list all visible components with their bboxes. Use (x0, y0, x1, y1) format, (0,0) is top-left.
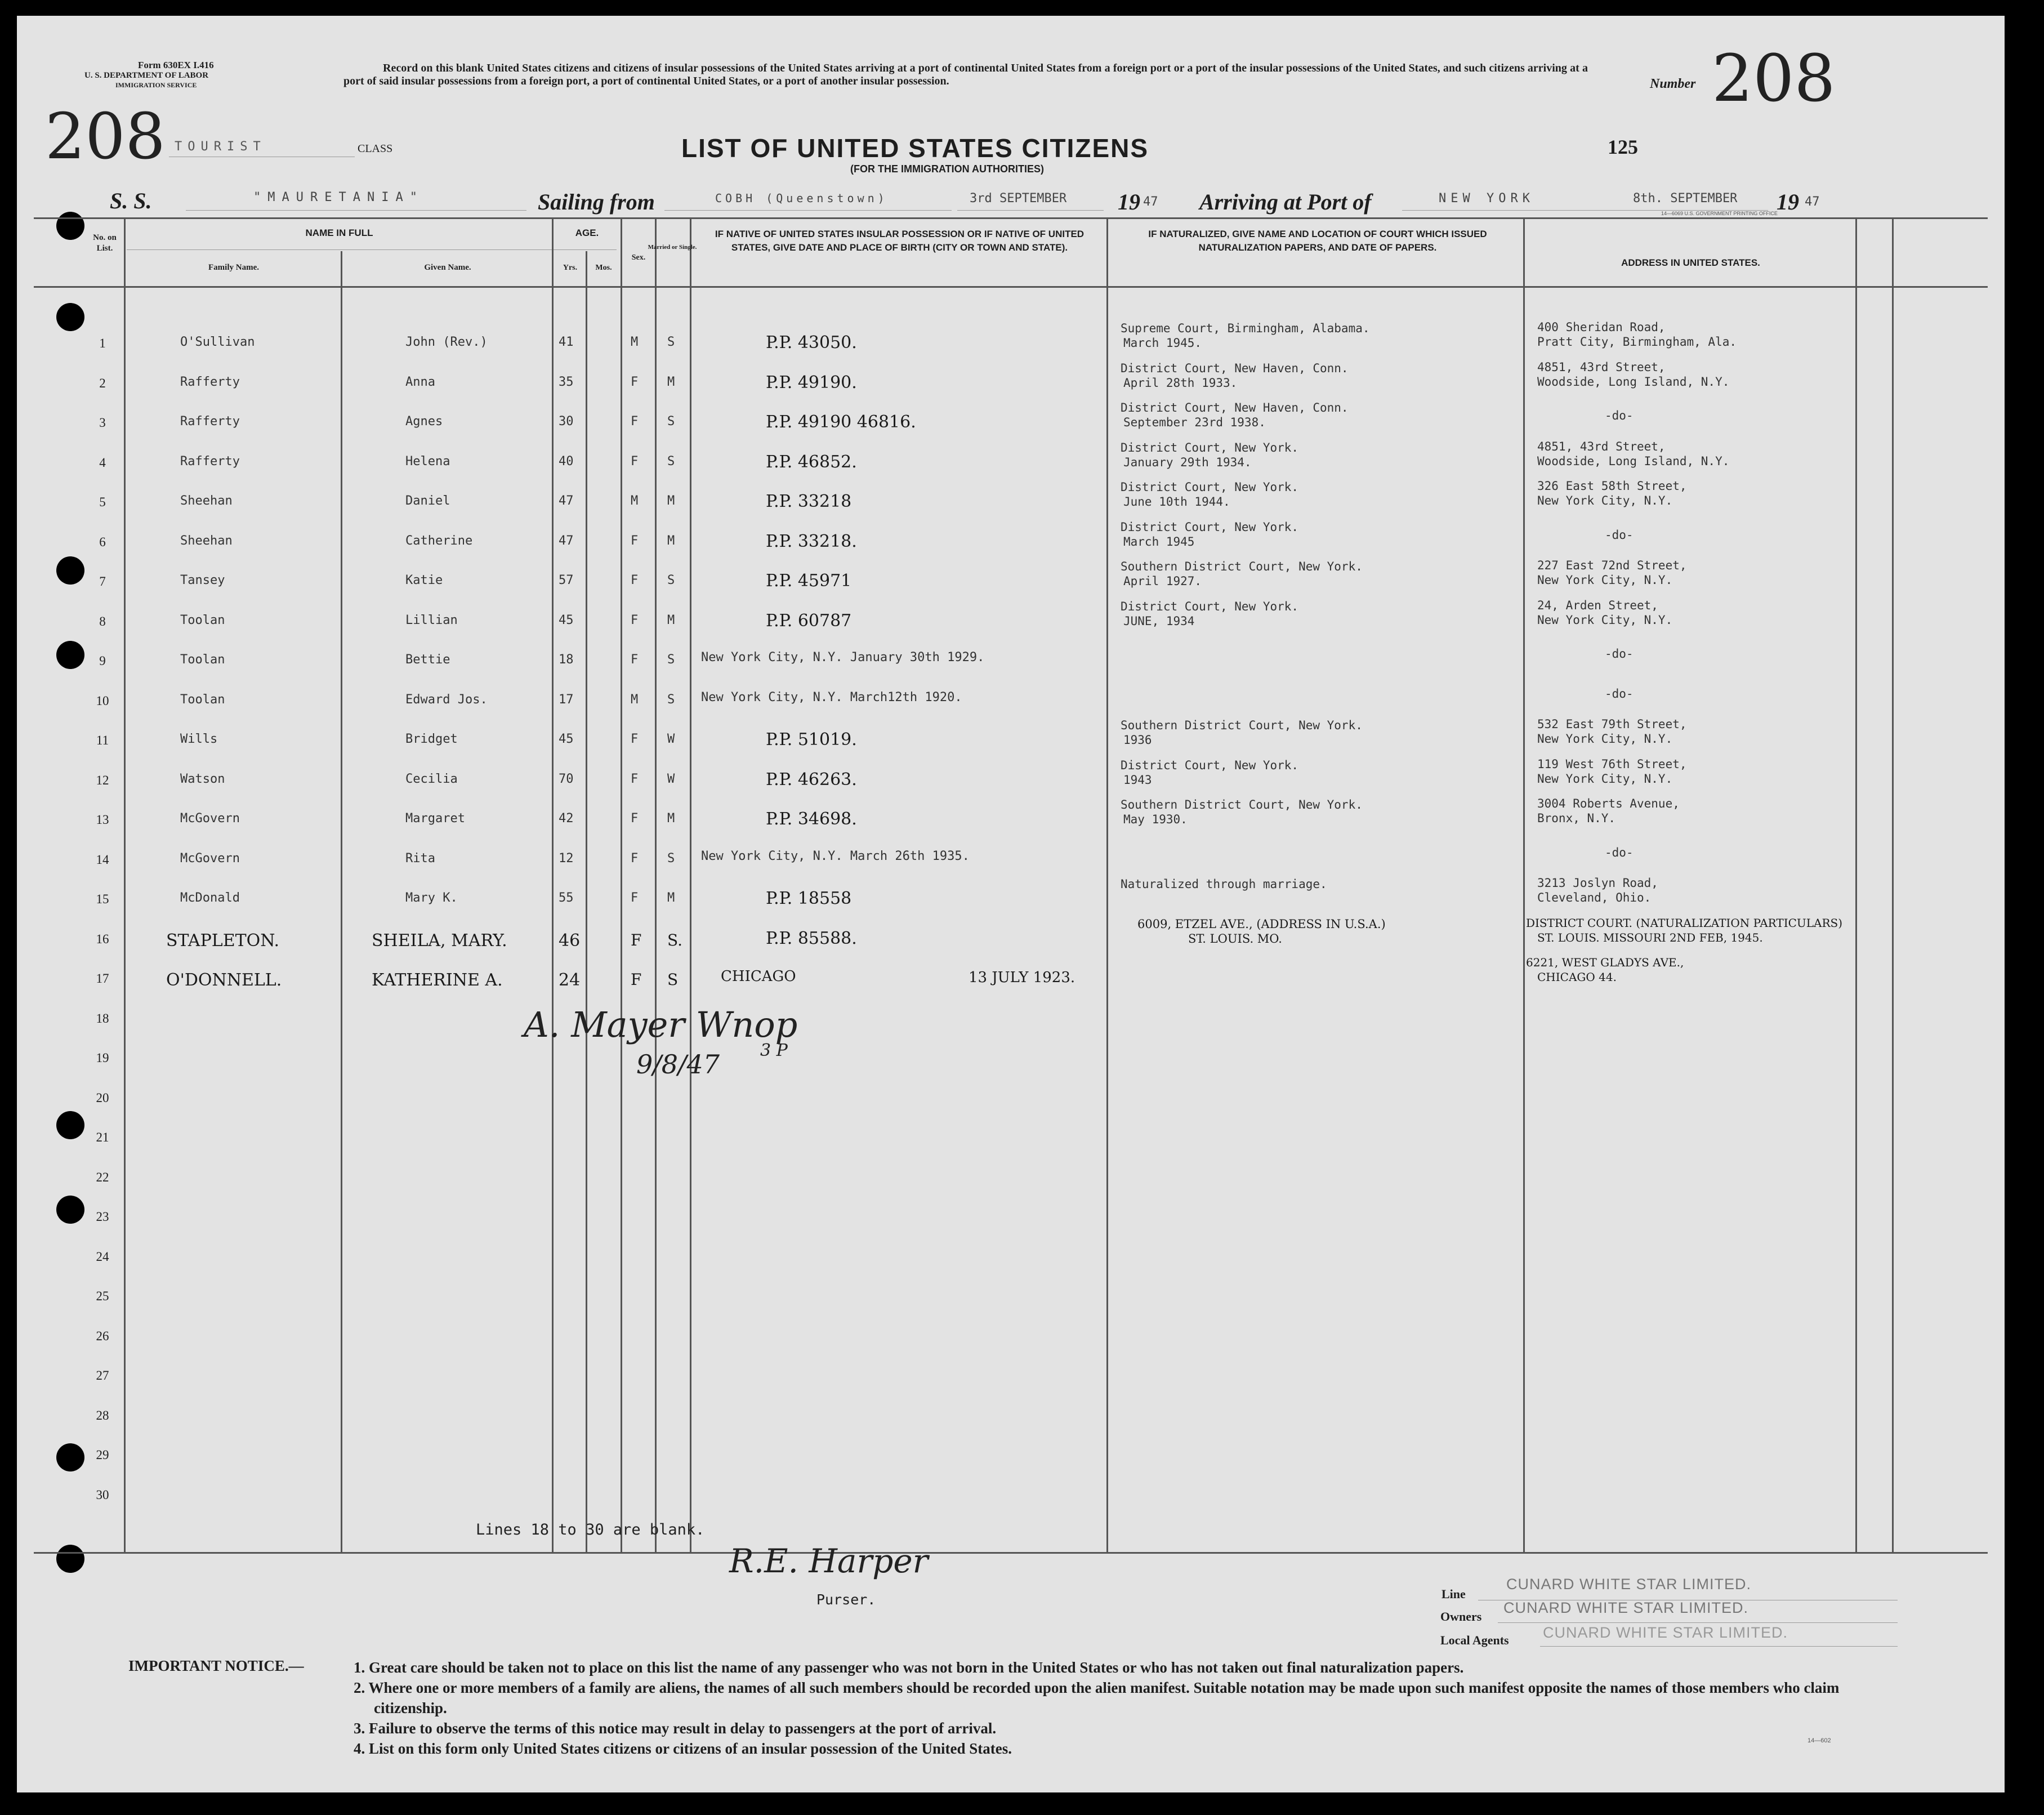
department: U. S. DEPARTMENT OF LABOR (84, 71, 209, 80)
birth-or-passport: P.P. 43050. (766, 333, 857, 353)
owners-label: Owners (1440, 1609, 1482, 1624)
blank-lines-note: Lines 18 to 30 are blank. (476, 1521, 705, 1538)
header-mos: Mos. (595, 264, 612, 272)
arriving-label: Arriving at Port of (1199, 189, 1372, 215)
given-name: Anna (405, 374, 435, 389)
purser-label: Purser. (816, 1591, 876, 1608)
us-address-line2: Cleveland, Ohio. (1537, 891, 1652, 904)
given-name: Rita (405, 851, 435, 866)
us-address: 532 East 79th Street, (1537, 717, 1687, 731)
naturalization-date: April 1927. (1123, 574, 1202, 588)
inspector-date: 9/8/47 (636, 1049, 720, 1080)
us-address-line2: New York City, N.Y. (1537, 494, 1673, 507)
family-name: Watson (180, 772, 225, 786)
sex: F (631, 414, 639, 429)
marital-status: S (667, 335, 675, 349)
marital-status: S (667, 851, 675, 866)
sex: F (631, 891, 639, 905)
naturalization-date: March 1945 (1123, 534, 1195, 548)
sex: F (631, 533, 639, 548)
punch-hole (56, 212, 84, 240)
marital-status: M (667, 613, 675, 627)
naturalization-date: June 10th 1944. (1123, 495, 1230, 509)
row-number: 14 (96, 852, 109, 867)
row-number: 10 (96, 693, 109, 708)
birth-or-passport: P.P. 46852. (766, 452, 857, 472)
marital-status: M (667, 374, 675, 389)
given-name: Bridget (405, 732, 458, 746)
row-number: 6 (99, 534, 106, 549)
given-name: Bettie (405, 653, 450, 667)
age-years: 42 (559, 811, 574, 826)
intro-text: Record on this blank United States citizens and citizens of insular possessions of the United States arriving at a port of continental United States from a foreign port or a port of the insular possessions of the United States, and such citizens arriving at a port of said insular possessions from a foreign port, a port of continental United States, or a port of another insular possession. (343, 62, 1588, 87)
us-address-line2: CHICAGO 44. (1537, 970, 1617, 984)
sex: F (631, 930, 642, 949)
sex: F (631, 573, 639, 587)
us-address: 227 East 72nd Street, (1537, 559, 1687, 572)
birth-or-passport: P.P. 46263. (766, 769, 857, 790)
marital-status: M (667, 811, 675, 826)
row-number: 26 (96, 1328, 109, 1343)
ship-name: "MAURETANIA" (253, 190, 424, 204)
header-no-on-list: No. on List. (93, 233, 117, 253)
marital-status: M (667, 494, 675, 508)
notice-item: 1. Great care should be taken not to place on this list the name of any passenger who was not born in the United States or who has not taken out final naturalization papers. (354, 1659, 1464, 1676)
age-years: 35 (559, 374, 574, 389)
footer-code: 14—602 (1808, 1737, 1831, 1744)
naturalization-court: District Court, New York. (1121, 599, 1299, 613)
row-number: 17 (96, 971, 109, 985)
row-number: 5 (99, 495, 106, 509)
sailing-label: Sailing from (538, 189, 655, 215)
given-name: Edward Jos. (405, 692, 488, 707)
us-address-line2: New York City, N.Y. (1537, 613, 1673, 627)
us-address-line2: New York City, N.Y. (1537, 573, 1673, 587)
sex: F (631, 653, 639, 667)
age-years: 45 (559, 613, 574, 627)
age-years: 47 (559, 533, 574, 548)
number-label: Number (1650, 77, 1696, 91)
us-address: 3213 Joslyn Road, (1537, 876, 1658, 890)
inspector-signature: A. Mayer Wnop (524, 1004, 798, 1045)
birth-or-passport: P.P. 49190. (766, 372, 857, 393)
row-number: 29 (96, 1448, 109, 1462)
header-yrs: Yrs. (563, 264, 578, 272)
printer-note: 14—6069 U.S. GOVERNMENT PRINTING OFFICE (1661, 211, 1778, 216)
naturalization-date: March 1945. (1123, 336, 1202, 350)
ss-label: S. S. (110, 188, 152, 213)
naturalization-date: May 1930. (1123, 813, 1188, 826)
given-name: Mary K. (405, 891, 458, 905)
birth-or-passport: P.P. 60787 (766, 610, 852, 631)
naturalization-date: 1936 (1123, 733, 1152, 747)
header-name-in-full: NAME IN FULL (305, 228, 373, 238)
us-address: DISTRICT COURT. (NATURALIZATION PARTICULARS) (1526, 916, 1843, 930)
row-number: 23 (96, 1210, 109, 1224)
punch-hole (56, 303, 84, 331)
family-name: Sheehan (180, 533, 233, 548)
birth-date: 13 JULY 1923. (969, 969, 1075, 986)
naturalization-court: Supreme Court, Birmingham, Alabama. (1121, 322, 1370, 335)
sailing-year-prefix: 19 (1118, 189, 1140, 215)
service: IMMIGRATION SERVICE (115, 81, 197, 89)
birth-or-passport: New York City, N.Y. January 30th 1929. (701, 650, 985, 665)
row-number: 13 (96, 813, 109, 827)
age-years: 70 (559, 772, 574, 786)
birth-or-passport: P.P. 33218. (766, 531, 857, 551)
birth-or-passport: P.P. 33218 (766, 492, 852, 511)
agents-value: CUNARD WHITE STAR LIMITED. (1543, 1624, 1788, 1641)
agents-label: Local Agents (1440, 1633, 1509, 1647)
family-name: Toolan (180, 653, 225, 667)
marital-status: S (667, 573, 675, 587)
naturalization-date: ST. LOUIS. MO. (1188, 931, 1282, 946)
sex: F (631, 772, 639, 786)
naturalization-date: 1943 (1123, 773, 1152, 787)
naturalization-court: District Court, New Haven, Conn. (1121, 361, 1349, 375)
row-number: 21 (96, 1130, 109, 1144)
row-number: 19 (96, 1051, 109, 1065)
marital-status: M (667, 533, 675, 548)
sailing-port: COBH (Queenstown) (715, 191, 888, 205)
marital-status: S (667, 970, 679, 989)
punch-hole (56, 1545, 84, 1573)
arrival-year: 47 (1805, 195, 1820, 209)
form-number: Form 630EX I.416 (138, 60, 214, 70)
family-name: Rafferty (180, 454, 240, 469)
sex: F (631, 613, 639, 627)
row-number: 7 (99, 574, 106, 588)
us-address: 326 East 58th Street, (1537, 479, 1687, 493)
age-years: 46 (559, 930, 581, 951)
row-number: 2 (99, 376, 106, 390)
given-name: Catherine (405, 533, 473, 548)
naturalization-court: Naturalized through marriage. (1121, 877, 1327, 891)
us-address-line2: New York City, N.Y. (1537, 732, 1673, 746)
row-number: 25 (96, 1289, 109, 1303)
us-address: 4851, 43rd Street, (1537, 360, 1666, 374)
given-name: Helena (405, 454, 450, 469)
naturalization-date: January 29th 1934. (1123, 455, 1252, 469)
header-address: ADDRESS IN UNITED STATES. (1621, 257, 1760, 268)
row-number: 4 (99, 455, 106, 470)
header-naturalized: IF NATURALIZED, GIVE NAME AND LOCATION OF COURT WHICH ISSUED NATURALIZATION PAPERS, AND DATE OF PAPERS. (1148, 229, 1487, 253)
row-number: 28 (96, 1408, 109, 1422)
row-number: 16 (96, 931, 109, 946)
age-years: 17 (559, 692, 574, 707)
age-years: 24 (559, 970, 581, 990)
page-number: 125 (1608, 136, 1638, 158)
row-number: 11 (96, 733, 109, 747)
header-family-name: Family Name. (208, 263, 259, 272)
naturalization-date: September 23rd 1938. (1123, 416, 1266, 429)
marital-status: S. (667, 930, 683, 949)
list-title: LIST OF UNITED STATES CITIZENS (681, 133, 1149, 163)
birth-or-passport: CHICAGO (721, 968, 796, 985)
us-address-line2: ST. LOUIS. MISSOURI 2ND FEB, 1945. (1537, 930, 1763, 944)
corner-number: 208 (45, 100, 166, 173)
family-name: Sheehan (180, 494, 233, 508)
list-subtitle: (FOR THE IMMIGRATION AUTHORITIES) (850, 163, 1044, 175)
us-address-line2: Bronx, N.Y. (1537, 811, 1616, 825)
family-name: McDonald (180, 891, 240, 905)
us-address-line2: New York City, N.Y. (1537, 772, 1673, 786)
line-label: Line (1441, 1587, 1466, 1601)
class-value: TOURIST (175, 140, 266, 154)
row-number: 24 (96, 1249, 109, 1264)
us-address-line2: Woodside, Long Island, N.Y. (1537, 374, 1730, 389)
family-name: Wills (180, 732, 218, 746)
naturalization-date: JUNE, 1934 (1123, 614, 1195, 628)
header-given-name: Given Name. (424, 263, 471, 272)
age-years: 57 (559, 573, 574, 587)
family-name: McGovern (180, 811, 240, 826)
row-number: 9 (99, 654, 106, 668)
number-value: 208 (1712, 41, 1836, 117)
given-name: Katie (405, 573, 443, 587)
sailing-year: 47 (1143, 195, 1158, 209)
marital-status: W (667, 772, 675, 786)
row-number: 22 (96, 1170, 109, 1184)
notice-item: 3. Failure to observe the terms of this notice may result in delay to passengers at the port of arrival. (354, 1720, 997, 1737)
marital-status: W (667, 732, 675, 746)
given-name: Lillian (405, 613, 458, 627)
naturalization-court: District Court, New York. (1121, 440, 1299, 454)
line-value: CUNARD WHITE STAR LIMITED. (1506, 1576, 1752, 1593)
birth-or-passport: P.P. 45971 (766, 571, 852, 591)
sex: M (631, 692, 639, 707)
age-years: 40 (559, 454, 574, 469)
row-number: 30 (96, 1487, 109, 1502)
marital-status: S (667, 653, 675, 667)
row-number: 3 (99, 416, 106, 430)
family-name: Rafferty (180, 414, 240, 429)
us-address-line2: Woodside, Long Island, N.Y. (1537, 454, 1730, 468)
class-label: CLASS (358, 142, 393, 155)
naturalization-court: 6009, ETZEL AVE., (ADDRESS IN U.S.A.) (1137, 917, 1386, 931)
us-address: 400 Sheridan Road, (1537, 320, 1666, 334)
naturalization-court: Southern District Court, New York. (1121, 560, 1363, 573)
us-address: 6221, WEST GLADYS AVE., (1526, 956, 1684, 969)
row-number: 8 (99, 614, 106, 628)
sex: F (631, 454, 639, 469)
given-name: SHEILA, MARY. (372, 930, 507, 951)
sex: F (631, 851, 639, 866)
marital-status: S (667, 414, 675, 429)
given-name: Cecilia (405, 772, 458, 786)
inspector-mark: 3 P (760, 1041, 788, 1060)
age-years: 41 (559, 335, 574, 349)
birth-or-passport: P.P. 85588. (766, 928, 857, 948)
us-address: -do- (1605, 845, 1634, 859)
owners-value: CUNARD WHITE STAR LIMITED. (1503, 1599, 1749, 1616)
naturalization-court: Southern District Court, New York. (1121, 719, 1363, 732)
family-name: Tansey (180, 573, 225, 587)
us-address: -do- (1605, 528, 1634, 542)
naturalization-court: Southern District Court, New York. (1121, 798, 1363, 811)
us-address: -do- (1605, 686, 1634, 701)
given-name: Daniel (405, 494, 450, 508)
sex: F (631, 374, 639, 389)
arrival-port: NEW YORK (1439, 191, 1534, 206)
manifest-sheet (17, 16, 2005, 1792)
birth-or-passport: New York City, N.Y. March12th 1920. (701, 690, 962, 704)
family-name: O'Sullivan (180, 335, 255, 349)
row-number: 1 (99, 336, 106, 350)
us-address: -do- (1605, 647, 1634, 661)
age-years: 47 (559, 494, 574, 508)
marital-status: S (667, 454, 675, 469)
header-native: IF NATIVE OF UNITED STATES INSULAR POSSESSION OR IF NATIVE OF UNITED STATES, GIVE DATE AND PLACE OF BIRTH (CITY OR TOWN AND STATE). (715, 229, 1085, 253)
family-name: STAPLETON. (166, 930, 280, 951)
age-years: 18 (559, 653, 574, 667)
family-name: Toolan (180, 613, 225, 627)
age-years: 12 (559, 851, 574, 866)
naturalization-court: District Court, New York. (1121, 758, 1299, 772)
us-address: 4851, 43rd Street, (1537, 439, 1666, 453)
sex: F (631, 811, 639, 826)
naturalization-court: District Court, New York. (1121, 520, 1299, 534)
row-number: 20 (96, 1090, 109, 1105)
given-name: Margaret (405, 811, 465, 826)
arrival-year-prefix: 19 (1777, 189, 1799, 215)
us-address-line2: Pratt City, Birmingham, Ala. (1537, 335, 1737, 349)
us-address: 24, Arden Street, (1537, 598, 1658, 612)
naturalization-court: District Court, New Haven, Conn. (1121, 401, 1349, 414)
sex: M (631, 335, 639, 349)
sex: F (631, 970, 642, 989)
age-years: 55 (559, 891, 574, 905)
sailing-date: 3rd SEPTEMBER (970, 191, 1067, 206)
row-number: 27 (96, 1368, 109, 1383)
header-age: AGE. (575, 228, 599, 238)
sex: F (631, 732, 639, 746)
age-years: 30 (559, 414, 574, 429)
family-name: Toolan (180, 692, 225, 707)
row-number: 12 (96, 773, 109, 787)
notice-list (354, 1657, 1902, 1759)
family-name: Rafferty (180, 374, 240, 389)
notice-item: 2. Where one or more members of a family are aliens, the names of all such members should be recorded upon the alien manifest. Suitable notation may be made upon such manifest opposite the names of those members who claim citizenship. (354, 1679, 1840, 1716)
naturalization-date: April 28th 1933. (1123, 376, 1238, 390)
header-married-single: Married or Single. (648, 244, 697, 251)
notice-item: 4. List on this form only United States citizens or citizens of an insular possession of the United States. (354, 1740, 1012, 1757)
given-name: KATHERINE A. (372, 970, 503, 990)
age-years: 45 (559, 732, 574, 746)
us-address: 119 West 76th Street, (1537, 757, 1687, 771)
row-number: 15 (96, 892, 109, 906)
marital-status: M (667, 891, 675, 905)
naturalization-court: District Court, New York. (1121, 480, 1299, 494)
us-address: -do- (1605, 409, 1634, 422)
family-name: O'DONNELL. (166, 970, 282, 990)
birth-or-passport: New York City, N.Y. March 26th 1935. (701, 849, 970, 863)
given-name: John (Rev.) (405, 335, 488, 349)
arrival-date: 8th. SEPTEMBER (1633, 191, 1738, 206)
marital-status: S (667, 692, 675, 707)
purser-signature: R.E. Harper (729, 1542, 929, 1580)
header-sex: Sex. (631, 253, 646, 262)
birth-or-passport: P.P. 49190 46816. (766, 412, 916, 432)
row-number: 18 (96, 1011, 109, 1025)
family-name: McGovern (180, 851, 240, 866)
us-address: 3004 Roberts Avenue, (1537, 797, 1680, 810)
birth-or-passport: P.P. 51019. (766, 730, 857, 750)
birth-or-passport: P.P. 34698. (766, 809, 857, 829)
birth-or-passport: P.P. 18558 (766, 889, 852, 908)
given-name: Agnes (405, 414, 443, 429)
sex: M (631, 494, 639, 508)
notice-label: IMPORTANT NOTICE.— (128, 1657, 304, 1674)
